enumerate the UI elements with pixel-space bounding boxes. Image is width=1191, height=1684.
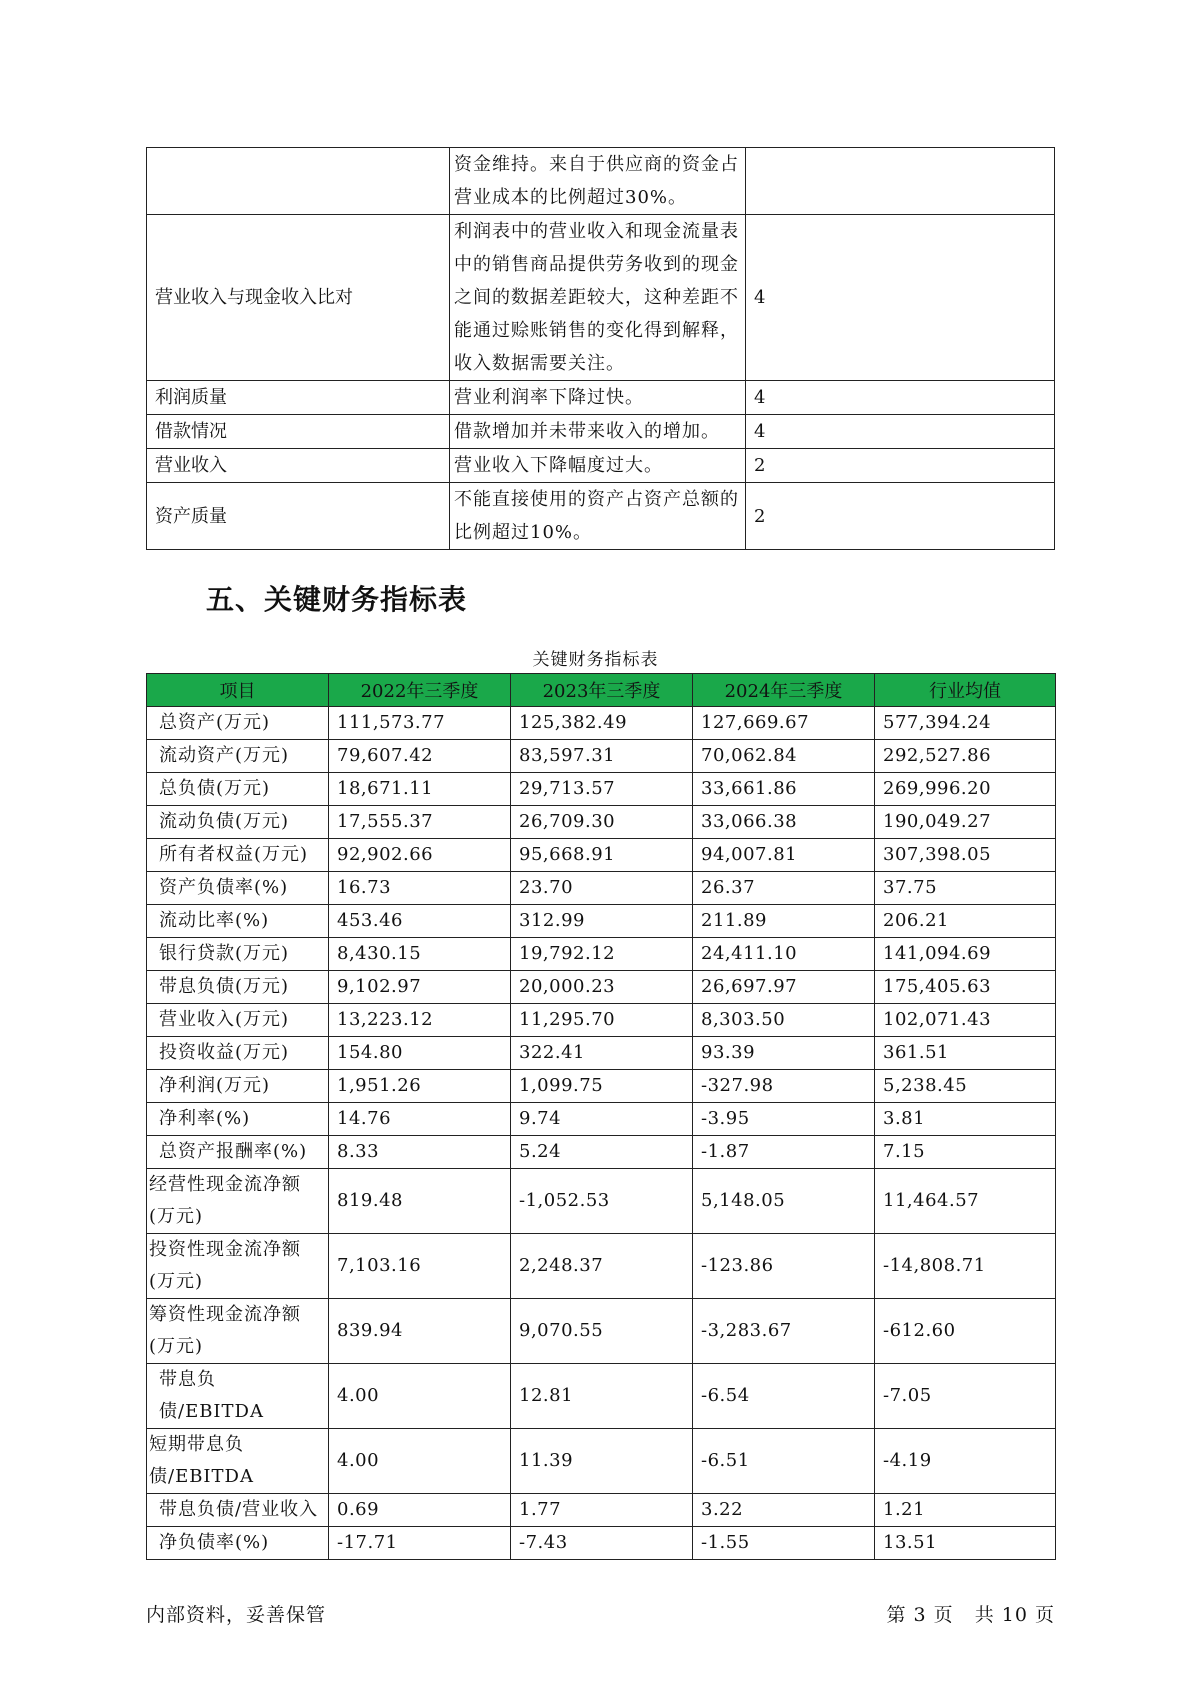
indicator-value: 5,238.45 xyxy=(875,1070,1056,1103)
table-row xyxy=(147,905,1056,938)
indicator-value: 23.70 xyxy=(511,872,693,905)
indicator-value: 102,071.43 xyxy=(875,1004,1056,1037)
indicator-label: 投资收益(万元) xyxy=(147,1037,329,1070)
risk-item-desc: 不能直接使用的资产占资产总额的比例超过10%。 xyxy=(450,483,746,550)
indicator-label: 经营性现金流净额(万元) xyxy=(147,1169,329,1234)
footer-confidential-note: 内部资料，妥善保管 xyxy=(146,1604,327,1626)
indicator-value: 19,792.12 xyxy=(511,938,693,971)
indicator-label: 总资产报酬率(%) xyxy=(147,1136,329,1169)
table-row xyxy=(147,1299,1056,1364)
key-financial-indicators-table xyxy=(146,673,1056,1560)
table-row xyxy=(147,1527,1056,1560)
table-row xyxy=(147,148,1055,215)
table-row xyxy=(147,773,1056,806)
indicator-value: 3.81 xyxy=(875,1103,1056,1136)
indicator-label: 投资性现金流净额(万元) xyxy=(147,1234,329,1299)
indicator-value: -6.54 xyxy=(693,1364,875,1429)
indicator-value: 12.81 xyxy=(511,1364,693,1429)
risk-assessment-table xyxy=(146,147,1055,550)
indicator-value: 8,303.50 xyxy=(693,1004,875,1037)
indicator-value: 14.76 xyxy=(329,1103,511,1136)
indicator-value: 26,709.30 xyxy=(511,806,693,839)
indicator-label: 带息负债/营业收入 xyxy=(147,1494,329,1527)
indicator-value: -123.86 xyxy=(693,1234,875,1299)
table-row xyxy=(147,483,1055,550)
indicator-value: 361.51 xyxy=(875,1037,1056,1070)
table-row xyxy=(147,1070,1056,1103)
table-row xyxy=(147,1494,1056,1527)
indicator-label: 净利润(万元) xyxy=(147,1070,329,1103)
kpi-table-body xyxy=(147,707,1056,1560)
section-heading: 五、关键财务指标表 xyxy=(206,583,468,616)
indicator-value: -17.71 xyxy=(329,1527,511,1560)
indicator-value: 26,697.97 xyxy=(693,971,875,1004)
indicator-value: 0.69 xyxy=(329,1494,511,1527)
indicator-value: 127,669.67 xyxy=(693,707,875,740)
indicator-value: 9,102.97 xyxy=(329,971,511,1004)
indicator-label: 流动负债(万元) xyxy=(147,806,329,839)
indicator-value: -3.95 xyxy=(693,1103,875,1136)
table-row xyxy=(147,740,1056,773)
indicator-value: 1,099.75 xyxy=(511,1070,693,1103)
risk-item-name: 利润质量 xyxy=(147,381,450,415)
indicator-value: 1.21 xyxy=(875,1494,1056,1527)
footer-page-number: 第 3 页 共 10 页 xyxy=(886,1604,1055,1626)
risk-item-desc: 营业利润率下降过快。 xyxy=(450,381,746,415)
indicator-value: 33,661.86 xyxy=(693,773,875,806)
indicator-value: 20,000.23 xyxy=(511,971,693,1004)
indicator-value: 26.37 xyxy=(693,872,875,905)
indicator-value: 5,148.05 xyxy=(693,1169,875,1234)
indicator-value: 211.89 xyxy=(693,905,875,938)
indicator-value: 29,713.57 xyxy=(511,773,693,806)
indicator-label: 筹资性现金流净额(万元) xyxy=(147,1299,329,1364)
indicator-value: 125,382.49 xyxy=(511,707,693,740)
indicator-value: 17,555.37 xyxy=(329,806,511,839)
indicator-value: 2,248.37 xyxy=(511,1234,693,1299)
indicator-value: 8.33 xyxy=(329,1136,511,1169)
table-row xyxy=(147,1429,1056,1494)
indicator-value: 9,070.55 xyxy=(511,1299,693,1364)
risk-item-desc: 资金维持。来自于供应商的资金占营业成本的比例超过30%。 xyxy=(450,148,746,215)
risk-item-name xyxy=(147,148,450,215)
indicator-value: 11,464.57 xyxy=(875,1169,1056,1234)
indicator-value: 13.51 xyxy=(875,1527,1056,1560)
indicator-value: 453.46 xyxy=(329,905,511,938)
indicator-value: -1.55 xyxy=(693,1527,875,1560)
indicator-value: 175,405.63 xyxy=(875,971,1056,1004)
indicator-value: 4.00 xyxy=(329,1429,511,1494)
indicator-value: 37.75 xyxy=(875,872,1056,905)
indicator-label: 所有者权益(万元) xyxy=(147,839,329,872)
indicator-value: 307,398.05 xyxy=(875,839,1056,872)
table-row xyxy=(147,839,1056,872)
indicator-value: 292,527.86 xyxy=(875,740,1056,773)
indicator-value: 819.48 xyxy=(329,1169,511,1234)
risk-item-score: 2 xyxy=(746,483,1055,550)
indicator-value: -612.60 xyxy=(875,1299,1056,1364)
indicator-label: 营业收入(万元) xyxy=(147,1004,329,1037)
indicator-value: 7.15 xyxy=(875,1136,1056,1169)
table-row xyxy=(147,806,1056,839)
table-row xyxy=(147,449,1055,483)
indicator-value: -7.43 xyxy=(511,1527,693,1560)
indicator-value: 70,062.84 xyxy=(693,740,875,773)
risk-item-score: 4 xyxy=(746,381,1055,415)
indicator-value: 94,007.81 xyxy=(693,839,875,872)
table-row xyxy=(147,971,1056,1004)
table-row xyxy=(147,1234,1056,1299)
indicator-label: 净负债率(%) xyxy=(147,1527,329,1560)
indicator-value: -7.05 xyxy=(875,1364,1056,1429)
indicator-value: 24,411.10 xyxy=(693,938,875,971)
risk-item-name: 借款情况 xyxy=(147,415,450,449)
indicator-value: 141,094.69 xyxy=(875,938,1056,971)
indicator-value: 839.94 xyxy=(329,1299,511,1364)
risk-item-score xyxy=(746,148,1055,215)
table-row xyxy=(147,1136,1056,1169)
indicator-value: 11.39 xyxy=(511,1429,693,1494)
indicator-value: 154.80 xyxy=(329,1037,511,1070)
indicator-value: 4.00 xyxy=(329,1364,511,1429)
risk-item-name: 营业收入 xyxy=(147,449,450,483)
table-row xyxy=(147,1004,1056,1037)
indicator-value: 577,394.24 xyxy=(875,707,1056,740)
indicator-value: 7,103.16 xyxy=(329,1234,511,1299)
indicator-value: 16.73 xyxy=(329,872,511,905)
indicator-value: 92,902.66 xyxy=(329,839,511,872)
indicator-value: 5.24 xyxy=(511,1136,693,1169)
indicator-label: 流动资产(万元) xyxy=(147,740,329,773)
column-header: 2022年三季度 xyxy=(329,674,511,707)
indicator-value: 1,951.26 xyxy=(329,1070,511,1103)
indicator-value: 33,066.38 xyxy=(693,806,875,839)
indicator-value: -6.51 xyxy=(693,1429,875,1494)
indicator-label: 带息负债(万元) xyxy=(147,971,329,1004)
indicator-value: 3.22 xyxy=(693,1494,875,1527)
indicator-value: 95,668.91 xyxy=(511,839,693,872)
column-header: 行业均值 xyxy=(875,674,1056,707)
table-row xyxy=(147,1037,1056,1070)
indicator-value: 190,049.27 xyxy=(875,806,1056,839)
risk-item-desc: 借款增加并未带来收入的增加。 xyxy=(450,415,746,449)
risk-item-score: 4 xyxy=(746,415,1055,449)
indicator-value: 13,223.12 xyxy=(329,1004,511,1037)
table-row xyxy=(147,707,1056,740)
table-row xyxy=(147,415,1055,449)
indicator-value: 83,597.31 xyxy=(511,740,693,773)
indicator-value: -14,808.71 xyxy=(875,1234,1056,1299)
indicator-value: -3,283.67 xyxy=(693,1299,875,1364)
table-row xyxy=(147,381,1055,415)
indicator-label: 总负债(万元) xyxy=(147,773,329,806)
indicator-value: 18,671.11 xyxy=(329,773,511,806)
indicator-value: -4.19 xyxy=(875,1429,1056,1494)
indicator-value: -1,052.53 xyxy=(511,1169,693,1234)
column-header: 项目 xyxy=(147,674,329,707)
indicator-value: 93.39 xyxy=(693,1037,875,1070)
risk-item-name: 资产质量 xyxy=(147,483,450,550)
indicator-value: 269,996.20 xyxy=(875,773,1056,806)
indicator-value: -1.87 xyxy=(693,1136,875,1169)
column-header: 2023年三季度 xyxy=(511,674,693,707)
risk-item-name: 营业收入与现金收入比对 xyxy=(147,215,450,381)
indicator-value: 312.99 xyxy=(511,905,693,938)
table-caption: 关键财务指标表 xyxy=(532,650,659,670)
indicator-label: 短期带息负债/EBITDA xyxy=(147,1429,329,1494)
indicator-label: 资产负债率(%) xyxy=(147,872,329,905)
indicator-value: 111,573.77 xyxy=(329,707,511,740)
table-row xyxy=(147,872,1056,905)
risk-item-score: 2 xyxy=(746,449,1055,483)
indicator-value: 11,295.70 xyxy=(511,1004,693,1037)
indicator-value: -327.98 xyxy=(693,1070,875,1103)
column-header: 2024年三季度 xyxy=(693,674,875,707)
indicator-value: 206.21 xyxy=(875,905,1056,938)
indicator-value: 322.41 xyxy=(511,1037,693,1070)
indicator-label: 银行贷款(万元) xyxy=(147,938,329,971)
table-row xyxy=(147,1169,1056,1234)
table-header-row xyxy=(147,674,1056,707)
indicator-value: 8,430.15 xyxy=(329,938,511,971)
risk-item-desc: 营业收入下降幅度过大。 xyxy=(450,449,746,483)
table-row xyxy=(147,1364,1056,1429)
table-row xyxy=(147,1103,1056,1136)
indicator-label: 净利率(%) xyxy=(147,1103,329,1136)
indicator-value: 1.77 xyxy=(511,1494,693,1527)
indicator-label: 总资产(万元) xyxy=(147,707,329,740)
indicator-value: 9.74 xyxy=(511,1103,693,1136)
risk-item-desc: 利润表中的营业收入和现金流量表中的销售商品提供劳务收到的现金之间的数据差距较大，这种差距不能通过赊账销售的变化得到解释，收入数据需要关注。 xyxy=(450,215,746,381)
indicator-label: 流动比率(%) xyxy=(147,905,329,938)
table-row xyxy=(147,215,1055,381)
indicator-label: 带息负债/EBITDA xyxy=(147,1364,329,1429)
indicator-value: 79,607.42 xyxy=(329,740,511,773)
table-row xyxy=(147,938,1056,971)
risk-item-score: 4 xyxy=(746,215,1055,381)
